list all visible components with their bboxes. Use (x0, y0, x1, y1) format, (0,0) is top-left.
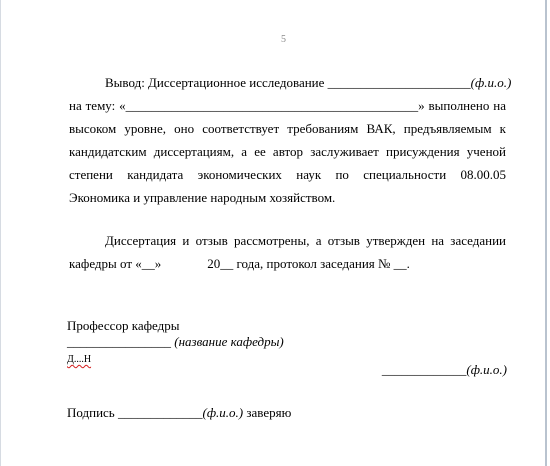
degree-abbrev: Д....Н (67, 354, 92, 365)
conclusion-prefix: Вывод: Диссертационное исследование (105, 75, 328, 90)
conclusion-line-3: высоком уровне, оно соответствует требованиям ВАК, предъявляемым к (69, 121, 506, 136)
approval-paragraph (69, 229, 506, 275)
conclusion-paragraph (69, 71, 512, 209)
sign-certify-line (67, 405, 291, 421)
conclusion-line-2: на тему: «_____________________________________________» выполнено на (69, 98, 506, 113)
signature-fio-line (67, 362, 507, 378)
signature-title: Профессор кафедры (67, 318, 180, 333)
approval-line-1: Диссертация и отзыв рассмотрены, а отзыв утвержден на заседании (105, 233, 506, 248)
conclusion-line-5: степени кандидата экономических наук по специальности 08.00.05 (69, 167, 506, 182)
conclusion-line-1 (69, 71, 512, 94)
conclusion-name-blank: ______________________ (327, 75, 471, 90)
sign-blank: _____________ (118, 405, 203, 420)
dept-blank: ________________ (67, 334, 171, 349)
dept-hint: (название кафедры) (174, 334, 284, 349)
sign-prefix: Подпись (67, 405, 118, 420)
conclusion-line-4: кандидатским диссертациям, а ее автор заслуживает присуждения ученой (69, 144, 506, 159)
sign-fio-hint: (ф.и.о.) (202, 405, 244, 420)
page-number: 5 (281, 34, 286, 45)
approval-date-part: кафедры от «__» (69, 256, 162, 271)
conclusion-fio-hint: (ф.и.о.) (470, 75, 512, 90)
conclusion-line-6: Экономика и управление народным хозяйством. (69, 190, 336, 205)
signature-block (67, 318, 507, 366)
approval-year-part: 20__ года, протокол заседания № __. (207, 256, 410, 271)
fio-hint: (ф.и.о.) (466, 362, 507, 377)
fio-blank: _____________ (381, 362, 467, 377)
approval-line-2 (69, 252, 506, 275)
sign-suffix: заверяю (243, 405, 292, 420)
signature-dept-line (67, 334, 507, 350)
